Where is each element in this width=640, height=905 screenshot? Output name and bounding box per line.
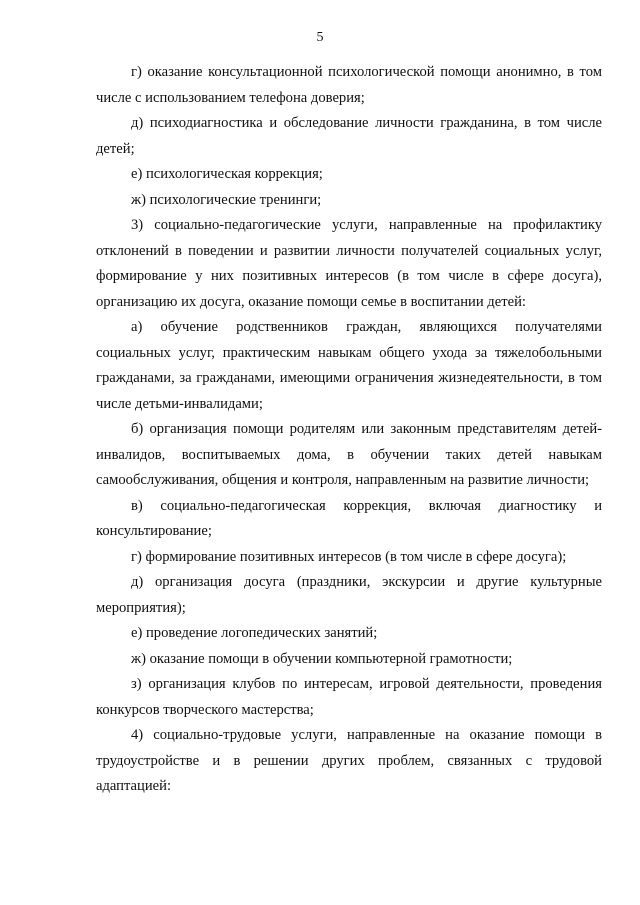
paragraph: г) формирование позитивных интересов (в том числе в сфере досуга); [131,548,567,565]
paragraph: 3) социально-педагогические услуги, направленные на профилактику отклонений в поведении и развитии личности получателей социальных услуг, формирование у них позитивных интересов (в том числе в сфере досуга), организацию их досуга, оказание помощи семье в воспитании детей: [96,217,602,310]
paragraph: д) организация досуга (праздники, экскурсии и другие культурные мероприятия); [96,574,602,616]
paragraph: а) обучение родственников граждан, являющихся получателями социальных услуг, практическим навыкам общего ухода за тяжелобольными гражданами, за гражданами, имеющими ограничения жизнедеятельности, в том числе детьми-инвалидами; [96,319,602,412]
paragraph: д) психодиагностика и обследование личности гражданина, в том числе детей; [96,115,602,157]
paragraph: 4) социально-трудовые услуги, направленные на оказание помощи в трудоустройстве и в решении других проблем, связанных с трудовой адаптацией: [96,727,602,794]
paragraph: в) социально-педагогическая коррекция, включая диагностику и консультирование; [96,497,602,539]
paragraph: б) организация помощи родителям или законным представителям детей-инвалидов, воспитываемых дома, в обучении таких детей навыкам самообслуживания, общения и контроля, направленным на развитие личности; [96,421,602,488]
paragraph: е) психологическая коррекция; [131,166,323,182]
document-body [96,60,602,800]
paragraph: г) оказание консультационной психологической помощи анонимно, в том числе с использованием телефона доверия; [96,64,602,106]
page-number: 5 [316,30,324,45]
paragraph: е) проведение логопедических занятий; [131,625,378,641]
paragraph: ж) психологические тренинги; [131,191,322,208]
paragraph: ж) оказание помощи в обучении компьютерной грамотности; [131,650,513,667]
paragraph: з) организация клубов по интересам, игровой деятельности, проведения конкурсов творческого мастерства; [96,676,602,718]
